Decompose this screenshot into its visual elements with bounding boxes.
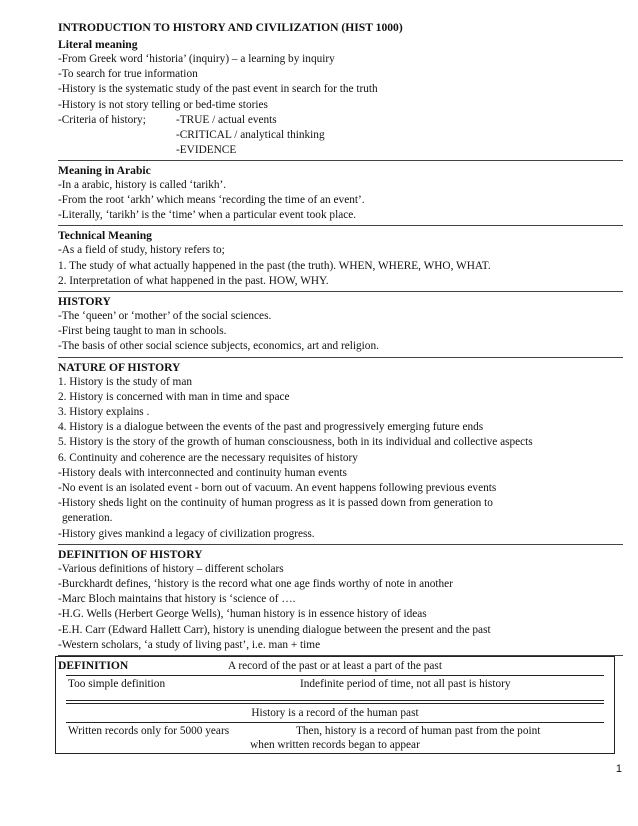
text-line: -Western scholars, ‘a study of living past’, i.e. man + time — [58, 638, 321, 651]
document-page — [58, 20, 618, 673]
criteria-block — [58, 113, 618, 158]
text-line: -As a field of study, history refers to; — [58, 244, 225, 257]
section-meaning-in-arabic — [58, 163, 618, 224]
criteria-value: -CRITICAL / analytical thinking — [176, 128, 325, 141]
section-definition-of-history — [58, 547, 618, 653]
text-line: -History gives mankind a legacy of civilization progress. — [58, 527, 315, 540]
text-line: -In a arabic, history is called ‘tarikh’. — [58, 178, 227, 191]
criteria-label: -Criteria of history; — [58, 113, 146, 126]
text-line: -E.H. Carr (Edward Hallett Carr), history is unending dialogue between the present and the past — [58, 623, 491, 636]
section-divider — [58, 357, 623, 358]
text-line: -From Greek word ‘historia’ (inquiry) – a learning by inquiry — [58, 53, 335, 65]
text-line: 1. The study of what actually happened in the past (the truth). WHEN, WHERE, WHO, WHAT. — [58, 259, 491, 272]
text-line: -First being taught to man in schools. — [58, 325, 227, 338]
criteria-value: -EVIDENCE — [176, 143, 237, 156]
definition-row: when written records began to appear — [250, 739, 420, 751]
text-line: 2. History is concerned with man in time and space — [58, 390, 290, 403]
section-divider — [58, 291, 623, 292]
definition-box-divider — [66, 703, 604, 704]
text-line: -To search for true information — [58, 68, 198, 81]
definition-row: A record of the past or at least a part of the past — [228, 660, 442, 672]
page-number: 1 — [615, 763, 622, 775]
criteria-value: -TRUE / actual events — [176, 113, 277, 126]
text-line: 5. History is the story of the growth of human consciousness, both in its individual and collective aspects — [58, 436, 533, 449]
definition-cell-left: Written records only for 5000 years — [68, 725, 230, 737]
text-line: -Marc Bloch maintains that history is ‘science of …. — [58, 593, 296, 606]
section-divider — [58, 544, 623, 545]
heading-meaning-in-arabic: Meaning in Arabic — [58, 163, 151, 177]
text-line: 2. Interpretation of what happened in the past. HOW, WHY. — [58, 274, 329, 287]
section-divider — [58, 160, 623, 161]
text-line: -No event is an isolated event - born out of vacuum. An event happens following previous events — [58, 482, 497, 495]
section-nature-of-history — [58, 360, 618, 542]
definition-box — [55, 656, 615, 754]
definition-row: History is a record of the human past — [251, 707, 419, 719]
text-line: 1. History is the study of man — [58, 375, 192, 388]
text-line: -History deals with interconnected and continuity human events — [58, 466, 347, 479]
text-line: 3. History explains . — [58, 406, 150, 419]
text-line: -The basis of other social science subjects, economics, art and religion. — [58, 340, 379, 353]
heading-nature-of-history: NATURE OF HISTORY — [58, 360, 181, 374]
text-line: -Burckhardt defines, ‘history is the record what one age finds worthy of note in another — [58, 578, 453, 591]
text-line: -History is not story telling or bed-time stories — [58, 98, 268, 111]
text-line: -Literally, ‘tarikh’ is the ‘time’ when a particular event took place. — [58, 209, 357, 222]
heading-literal-meaning: Literal meaning — [58, 38, 138, 51]
definition-box-divider — [66, 700, 604, 701]
section-history — [58, 294, 618, 355]
section-literal-meaning — [58, 37, 618, 158]
text-line: generation. — [62, 512, 113, 525]
text-line: -History sheds light on the continuity of human progress as it is passed down from generation to — [58, 497, 493, 510]
heading-definition-of-history: DEFINITION OF HISTORY — [58, 547, 203, 561]
text-line: -The ‘queen’ or ‘mother’ of the social sciences. — [58, 310, 272, 323]
definition-cell-left: Too simple definition — [68, 678, 166, 690]
heading-definition: DEFINITION — [58, 659, 129, 673]
heading-technical-meaning: Technical Meaning — [58, 229, 152, 243]
definition-box-divider — [66, 675, 604, 676]
definition-cell-right: Indefinite period of time, not all past is history — [300, 678, 511, 690]
text-line: -Various definitions of history – different scholars — [58, 562, 284, 575]
text-line: -From the root ‘arkh’ which means ‘recording the time of an event’. — [58, 194, 365, 207]
definition-cell-right: Then, history is a record of human past from the point — [296, 725, 541, 737]
definition-box-divider — [66, 722, 604, 723]
document-title: INTRODUCTION TO HISTORY AND CIVILIZATION (HIST 1000) — [58, 21, 403, 34]
text-line: -H.G. Wells (Herbert George Wells), ‘human history is in essence history of ideas — [58, 608, 427, 621]
text-line: 4. History is a dialogue between the events of the past and progressively emerging future ends — [58, 421, 484, 434]
heading-history: HISTORY — [58, 295, 111, 309]
section-technical-meaning — [58, 228, 618, 289]
text-line: 6. Continuity and coherence are the necessary requisites of history — [58, 451, 358, 464]
section-divider — [58, 225, 623, 226]
text-line: -History is the systematic study of the past event in search for the truth — [58, 83, 378, 96]
